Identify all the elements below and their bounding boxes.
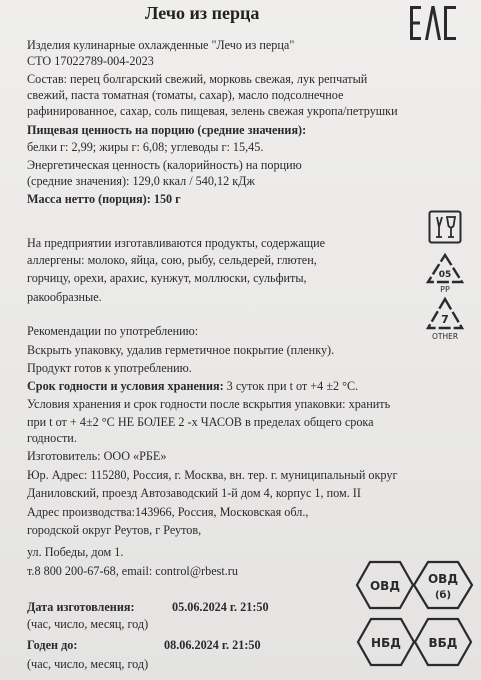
best-before-label: Годен до:	[27, 638, 78, 652]
product-title: Лечо из перца	[145, 3, 260, 23]
product-line: Изделия кулинарные охлажденные "Лечо из перца"	[27, 38, 295, 52]
recommendation-line: Вскрыть упаковку, удалив герметичное покрытие (пленку).	[27, 343, 335, 357]
energy-line: (средние значения): 129,0 ккал / 540,12 кДж	[27, 174, 255, 188]
after-opening-line: при t от + 4±2 °С НЕ БОЛЕЕ 2 -х ЧАСОВ в пределах общего срока	[27, 415, 374, 429]
net-mass: Масса нетто (порция): 150 г	[27, 192, 181, 206]
shelf-life	[27, 379, 358, 393]
eac-mark-icon	[410, 6, 456, 40]
badge-vbd	[413, 617, 473, 667]
composition-line: Состав: перец болгарский свежий, морковь свежая, лук репчатый	[27, 72, 368, 86]
after-opening-line: годности.	[27, 431, 77, 445]
shelf-life-label: Срок годности и условия хранения:	[27, 379, 224, 393]
after-opening-line: Условия хранения и срок годности после вскрытия упаковки: хранить	[27, 397, 391, 411]
recycle-pp-icon	[424, 252, 466, 294]
badge-ovd-b-subtext: (б)	[434, 590, 452, 601]
manufacture-date-value: 05.06.2024 г. 21:50	[172, 600, 269, 614]
composition-line: свежий, паста томатная (томаты, сахар), масло подсолнечное	[27, 88, 344, 102]
recycle-other-number: 7	[441, 313, 449, 326]
allergens-line: аллергены: молоко, яйца, сою, рыбу, сельдерей, глютен,	[27, 253, 317, 267]
legal-address-line: Даниловский, проезд Автозаводский 1-й дом 4, корпус 1, пом. II	[27, 486, 361, 500]
shelf-life-value: 3 суток при t от +4 ±2 °С.	[226, 379, 359, 393]
food-safe-icon	[428, 210, 462, 244]
production-address-line: ул. Победы, дом 1.	[27, 545, 124, 559]
production-address-line: городской округ Реутов, г Реутов,	[27, 523, 202, 537]
composition-line: рафинированное, сахар, соль пищевая, зелень свежая укропа/петрушки	[27, 104, 398, 118]
manufacture-date-label: Дата изготовления:	[27, 600, 135, 614]
badge-nbd-text: НБД	[371, 636, 401, 650]
badge-ovd-b	[412, 560, 474, 610]
contacts: т.8 800 200-67-68, email: control@rbest.ru	[27, 564, 238, 578]
nutrition-values: белки г: 2,99; жиры г: 6,08; углеводы г: 15,45.	[27, 140, 264, 154]
date-format-hint: (час, число, месяц, год)	[27, 657, 149, 671]
recycle-pp-code: PP	[440, 285, 450, 294]
allergens-line: ракообразные.	[27, 290, 102, 304]
recycle-other-code: OTHER	[431, 332, 459, 341]
badge-ovd	[355, 560, 415, 610]
allergens-line: На предприятии изготавливаются продукты, содержащие	[27, 236, 326, 250]
production-address-line: Адрес производства:143966, Россия, Московская обл.,	[27, 505, 309, 519]
energy-line: Энергетическая ценность (калорийность) на порцию	[27, 158, 302, 172]
nutrition-heading: Пищевая ценность на порцию (средние значения):	[27, 123, 307, 137]
badge-ovd-text: ОВД	[369, 579, 401, 593]
best-before-value: 08.06.2024 г. 21:50	[164, 638, 261, 652]
recycle-pp-number: 05	[438, 270, 452, 280]
date-format-hint: (час, число, месяц, год)	[27, 617, 149, 631]
legal-address-line: Юр. Адрес: 115280, Россия, г. Москва, вн. тер. г. муниципальный округ	[27, 468, 398, 482]
recommendation-line: Продукт готов к употреблению.	[27, 361, 192, 375]
recycle-other-icon	[422, 296, 468, 342]
badge-nbd	[356, 617, 416, 667]
allergens-line: горчицу, орехи, арахис, кунжут, моллюски, сульфиты,	[27, 271, 307, 285]
badge-ovd-b-text: ОВД	[427, 572, 459, 586]
recommendations-heading: Рекомендации по употреблению:	[27, 324, 199, 338]
badge-vbd-text: ВБД	[428, 636, 458, 650]
standard-number: СТО 17022789-004-2023	[27, 54, 154, 68]
manufacturer: Изготовитель: ООО «РБЕ»	[27, 449, 167, 463]
